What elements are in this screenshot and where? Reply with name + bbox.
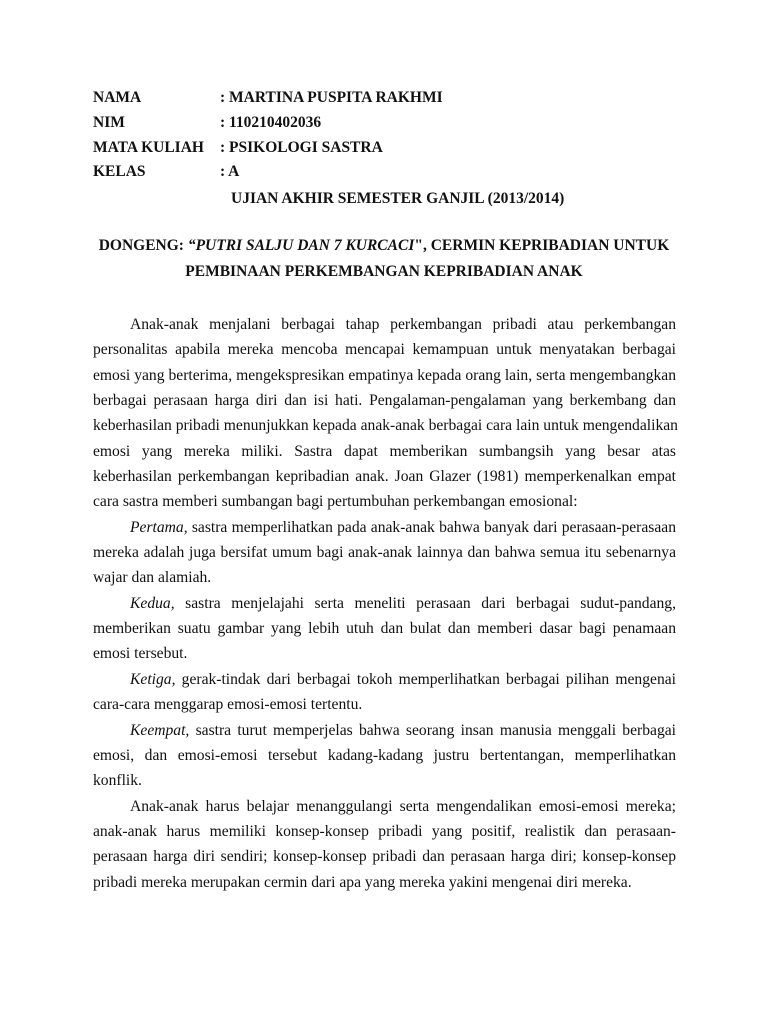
document-title-line-2: PEMBINAAN PERKEMBANGAN KEPRIBADIAN ANAK (185, 263, 583, 280)
paragraph-line (93, 870, 676, 895)
line-text: mereka adalah juga bersifat umum bagi anak-anak lainnya dan bahwa semua itu sebenarnya (93, 544, 676, 562)
document-body (93, 312, 676, 895)
paragraph-line (93, 515, 676, 540)
line-text: keberhasilan perkembangan kepribadian anak. Joan Glazer (1981) memperkenalkan empat (93, 468, 676, 486)
line-text: Anak-anak harus belajar menanggulangi serta mengendalikan emosi-emosi mereka; (130, 797, 676, 815)
exam-title: UJIAN AKHIR SEMESTER GANJIL (2013/2014) (231, 190, 565, 207)
field-value: : 110210402036 (220, 114, 322, 131)
line-text: sastra turut memperjelas bahwa seorang insan manusia menggali berbagai (189, 721, 676, 739)
field-nim (93, 113, 321, 133)
title-story: “PUTRI SALJU DAN 7 KURCACI (187, 237, 415, 254)
paragraph-line (93, 743, 676, 768)
paragraph-line (93, 844, 676, 869)
paragraph-line (93, 565, 676, 590)
title-prefix: DONGENG: (98, 237, 188, 254)
field-label: KELAS (93, 163, 146, 180)
line-text: pribadi mereka merupakan cermin dari apa yang mereka yakini mengenai diri mereka. (93, 873, 632, 891)
line-text: Anak-anak menjalani berbagai tahap perkembangan pribadi atau perkembangan (130, 316, 676, 333)
paragraph-line (93, 641, 676, 666)
line-text: keberhasilan pribadi menunjukkan kepada anak-anak berbagai cara lain untuk mengendalikan (93, 417, 678, 435)
line-text: emosi tersebut. (93, 645, 188, 663)
line-text: wajar dan alamiah. (93, 569, 212, 587)
line-text: sastra menjelajahi serta meneliti perasaan dari berbagai sudut-pandang, (174, 594, 676, 612)
line-text: cara sastra memberi sumbangan bagi pertumbuhan perkembangan emosional: (93, 493, 578, 511)
paragraph-line (93, 464, 676, 489)
field-value: : PSIKOLOGI SASTRA (220, 139, 383, 156)
paragraph-lead: Keempat, (130, 721, 190, 739)
paragraph-line (93, 439, 676, 464)
field-kelas (93, 162, 239, 182)
paragraph-line (93, 337, 676, 362)
line-text: gerak-tindak dari berbagai tokoh memperlihatkan berbagai pilihan mengenai (175, 670, 676, 688)
paragraph-line (93, 794, 676, 819)
line-text: personalitas apabila mereka mencoba mencapai kemampuan untuk menyatakan berbagai (93, 341, 676, 359)
line-text: emosi yang berterima, mengekspresikan empatinya kepada orang lain, serta mengembangkan (93, 366, 676, 384)
paragraph-line (93, 819, 676, 844)
document-title-line-1 (0, 236, 768, 256)
paragraph-line (93, 692, 676, 717)
paragraph-lead: Kedua, (130, 594, 175, 612)
line-text: perasaan harga diri sendiri; konsep-konsep pribadi dan perasaan harga diri; konsep-konsep (93, 848, 676, 866)
line-text: konflik. (93, 772, 142, 790)
line-text: sastra memperlihatkan pada anak-anak bahwa banyak dari perasaan-perasaan (187, 518, 676, 536)
field-nama (93, 88, 443, 108)
paragraph-line (93, 667, 676, 692)
field-value: : A (220, 163, 240, 180)
paragraph-line (93, 388, 676, 413)
line-text: anak-anak harus memiliki konsep-konsep pribadi yang positif, realistik dan perasaan- (93, 822, 676, 840)
paragraph-line (93, 363, 676, 388)
paragraph-lead: Ketiga, (130, 670, 176, 688)
paragraph-line (93, 616, 676, 641)
field-mata-kuliah (93, 138, 383, 158)
line-text: cara-cara menggarap emosi-emosi tertentu. (93, 696, 363, 714)
field-value: : MARTINA PUSPITA RAKHMI (220, 89, 443, 106)
paragraph-lead: Pertama, (130, 518, 188, 536)
title-suffix: ", CERMIN KEPRIBADIAN UNTUK (414, 237, 670, 254)
field-label: MATA KULIAH (93, 139, 204, 156)
paragraph-line (93, 489, 676, 514)
paragraph-line (93, 768, 676, 793)
line-text: berbagai perasaan harga diri dan isi hati. Pengalaman-pengalaman yang berkembang dan (93, 392, 676, 410)
line-text: emosi, dan emosi-emosi tersebut kadang-kadang justru bertentangan, memperlihatkan (93, 746, 676, 764)
field-label: NAMA (93, 89, 142, 106)
paragraph-line (93, 591, 676, 616)
field-label: NIM (93, 114, 125, 131)
line-text: emosi yang mereka miliki. Sastra dapat memberikan sumbangsih yang besar atas (93, 442, 676, 460)
paragraph-line (93, 312, 676, 337)
paragraph-line (93, 540, 676, 565)
paragraph-line (93, 413, 676, 438)
paragraph-line (93, 718, 676, 743)
line-text: memberikan suatu gambar yang lebih utuh dan bulat dan memberi dasar bagi penamaan (93, 620, 676, 638)
